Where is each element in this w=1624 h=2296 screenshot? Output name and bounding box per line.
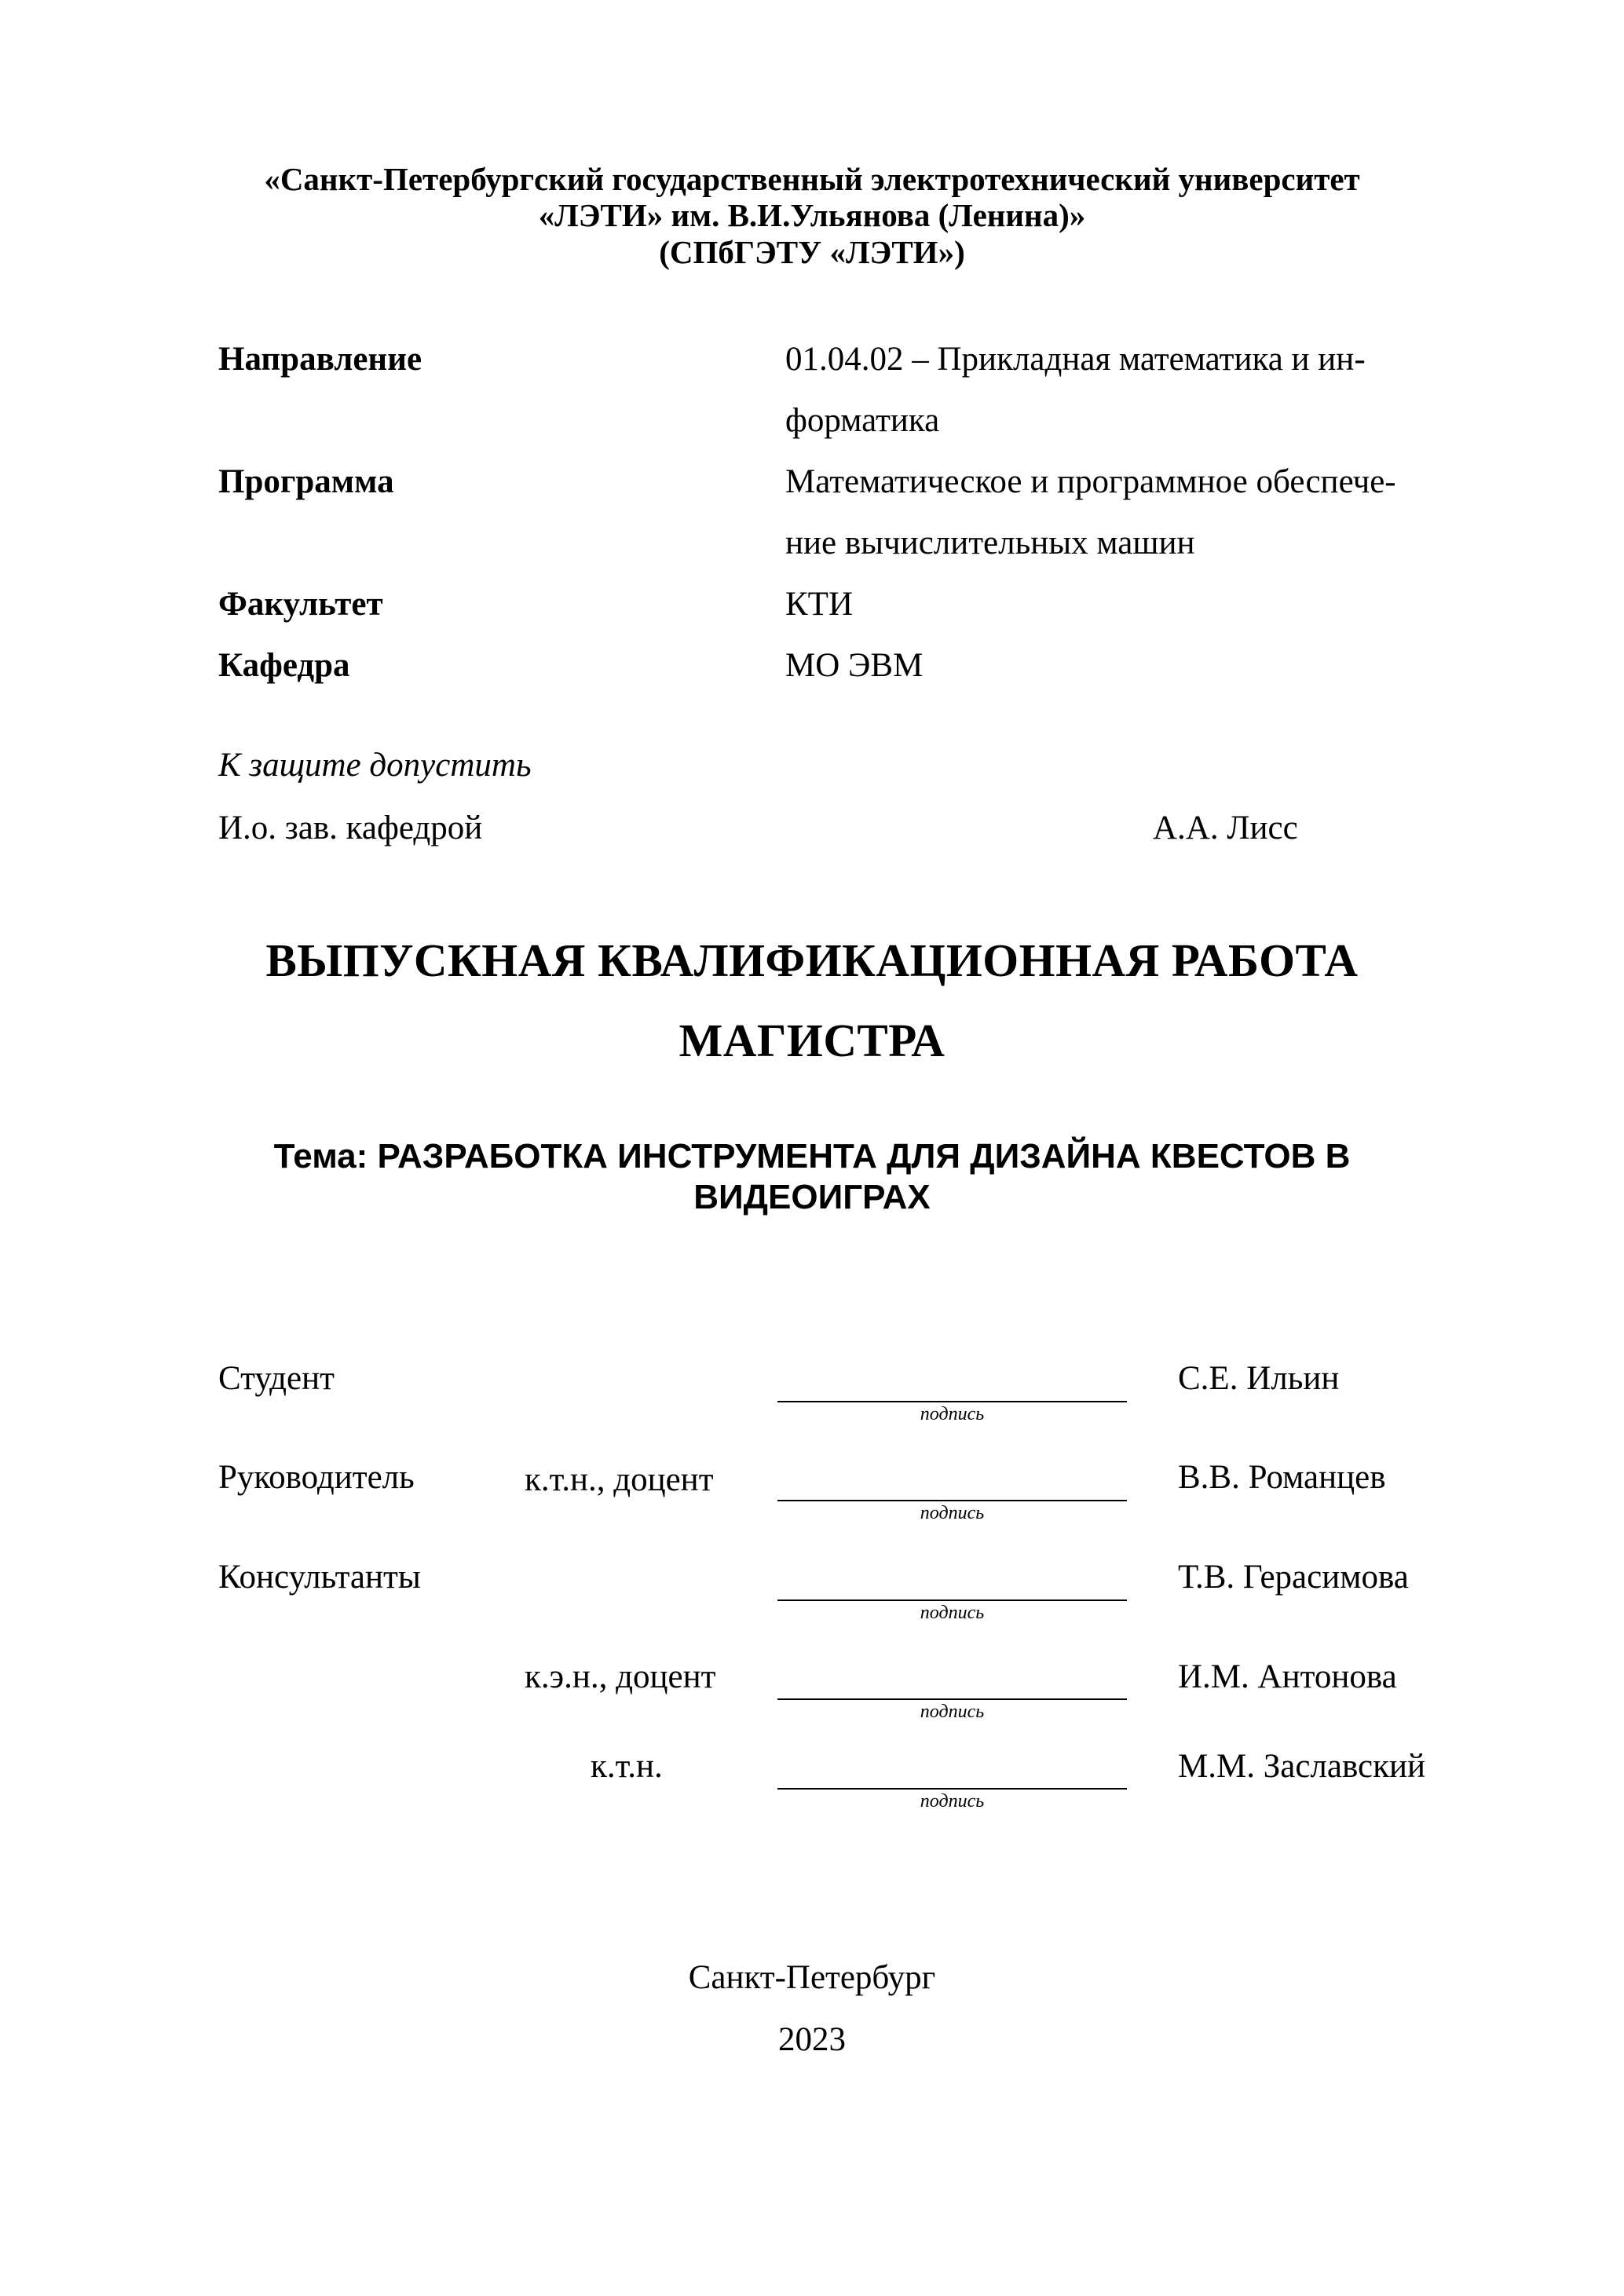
signature-role-consultants: Консультанты (218, 1559, 421, 1596)
signature-caption: подпись (920, 1503, 985, 1523)
signature-line[interactable] (777, 1401, 1127, 1402)
signature-name-supervisor: В.В. Романцев (1178, 1459, 1386, 1496)
signature-name-consultant-3: М.М. Заславский (1178, 1748, 1426, 1785)
university-name-line-2: «ЛЭТИ» им. В.И.Ульянова (Ленина)» (538, 197, 1086, 233)
signature-line[interactable] (777, 1600, 1127, 1601)
university-name-line-1: «Санкт-Петербургский государственный электротехнический университет (264, 161, 1360, 197)
program-label: Программа (218, 463, 394, 500)
signature-line[interactable] (777, 1698, 1127, 1700)
signature-caption: подпись (920, 1702, 985, 1722)
signature-degree-consultant-3: к.т.н. (591, 1748, 663, 1785)
footer-year: 2023 (778, 2021, 846, 2058)
university-abbreviation: (СПбГЭТУ «ЛЭТИ») (659, 234, 965, 270)
topic-line-1: Тема: РАЗРАБОТКА ИНСТРУМЕНТА ДЛЯ ДИЗАЙНА КВЕСТОВ В (273, 1137, 1351, 1175)
work-title-line-1: ВЫПУСКНАЯ КВАЛИФИКАЦИОННАЯ РАБОТА (265, 934, 1359, 986)
faculty-value: КТИ (785, 586, 853, 623)
signature-line[interactable] (777, 1788, 1127, 1790)
department-label: Кафедра (218, 647, 350, 684)
approval-role: И.о. зав. кафедрой (218, 810, 483, 846)
approval-title: К защите допустить (218, 747, 532, 784)
signature-line[interactable] (777, 1500, 1127, 1501)
signature-caption: подпись (920, 1791, 985, 1812)
signature-caption: подпись (920, 1404, 985, 1424)
signature-caption: подпись (920, 1603, 985, 1623)
signature-name-consultant-1: Т.В. Герасимова (1178, 1559, 1409, 1596)
topic-line-2: ВИДЕОИГРАХ (693, 1178, 931, 1216)
approval-name: А.А. Лисс (1153, 810, 1298, 846)
footer-city: Санкт-Петербург (688, 1959, 936, 1996)
signature-degree-consultant-2: к.э.н., доцент (525, 1658, 716, 1695)
program-value-line-2: ние вычислительных машин (785, 525, 1195, 561)
direction-value-line-2: форматика (785, 402, 940, 439)
signature-name-student: С.Е. Ильин (1178, 1360, 1340, 1397)
signature-role-supervisor: Руководитель (218, 1459, 415, 1496)
signature-role-student: Студент (218, 1360, 335, 1397)
direction-value-line-1: 01.04.02 – Прикладная математика и ин- (785, 341, 1366, 378)
program-value-line-1: Математическое и программное обеспече- (785, 463, 1396, 500)
signature-degree-supervisor: к.т.н., доцент (525, 1461, 714, 1498)
direction-label: Направление (218, 341, 422, 378)
signature-name-consultant-2: И.М. Антонова (1178, 1658, 1397, 1695)
work-title-line-2: МАГИСТРА (678, 1015, 946, 1066)
department-value: МО ЭВМ (785, 647, 924, 684)
faculty-label: Факультет (218, 586, 383, 623)
